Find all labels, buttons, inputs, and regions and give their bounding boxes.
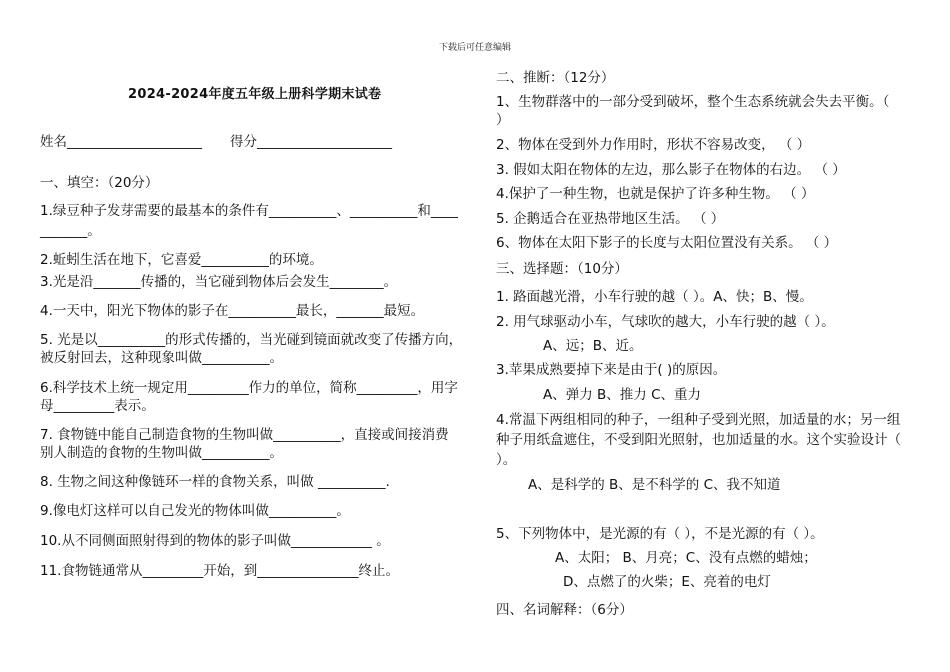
choice-line-2-options: A、远；B、近。 bbox=[543, 338, 643, 354]
section-definitions-heading: 四、名词解释：（6分） bbox=[496, 602, 633, 618]
fill-line-4: 4.一天中，阳光下物体的影子在__________最长，_______最短。 bbox=[40, 303, 425, 319]
choice-line-1: 1. 路面越光滑，小车行驶的越（ ）。A、快；B、慢。 bbox=[496, 289, 813, 305]
fill-line-7b: 别人制造的食物的生物叫做__________。 bbox=[40, 445, 283, 461]
section-choice-heading: 三、选择题：（10分） bbox=[496, 261, 628, 277]
choice-line-5-options-b: D、点燃了的火柴；E、亮着的电灯 bbox=[563, 574, 771, 590]
name-field-label: 姓名____________________ bbox=[40, 134, 202, 150]
fill-line-5: 5. 光是以__________的形式传播的，当光碰到镜面就改变了传播方向， bbox=[40, 332, 463, 348]
section-judge-heading: 二、推断：（12分） bbox=[496, 70, 615, 86]
exam-title: 2024-2024年度五年级上册科学期末试卷 bbox=[128, 87, 382, 102]
judge-line-1: 1、生物群落中的一部分受到破坏，整个生态系统就会失去平衡。（ bbox=[496, 94, 890, 110]
fill-line-11: 11.食物链通常从_________开始，到_______________终止。 bbox=[40, 563, 399, 579]
choice-line-4: 4.常温下两组相同的种子，一组种子受到光照，加适量的水；另一组 bbox=[496, 412, 901, 428]
score-field-label: 得分____________________ bbox=[230, 134, 392, 150]
fill-line-2: 2.蚯蚓生活在地下，它喜爱__________的环境。 bbox=[40, 252, 323, 268]
choice-line-3-options: A、弹力 B、推力 C、重力 bbox=[543, 387, 702, 403]
fill-line-6b: 母_________表示。 bbox=[40, 398, 155, 414]
fill-line-7: 7. 食物链中能自己制造食物的生物叫做__________，直接或间接消费 bbox=[40, 427, 449, 443]
judge-line-3: 3. 假如太阳在物体的左边，那么影子在物体的右边。 （ ） bbox=[496, 162, 846, 178]
fill-line-1: 1.绿豆种子发芽需要的最基本的条件有__________、__________和____ bbox=[40, 203, 458, 219]
judge-line-4: 4.保护了一种生物，也就是保护了许多种生物。 （ ） bbox=[496, 186, 815, 202]
fill-line-6: 6.科学技术上统一规定用_________作力的单位，简称_________，用字 bbox=[40, 380, 458, 396]
choice-line-5: 5、下列物体中，是光源的有（ ），不是光源的有（ ）。 bbox=[496, 526, 824, 542]
fill-line-8: 8. 生物之间这种像链环一样的食物关系，叫做 __________. bbox=[40, 474, 390, 490]
fill-line-1b: _______。 bbox=[40, 223, 101, 239]
judge-line-5: 5. 企鹅适合在亚热带地区生活。 （ ） bbox=[496, 211, 725, 227]
judge-line-2: 2、物体在受到外力作用时，形状不容易改变， （ ） bbox=[496, 137, 811, 153]
choice-line-4b: 种子用纸盒遮住，不受到阳光照射，也加适量的水。这个实验设计（ bbox=[496, 432, 901, 448]
page-header: 下载后可任意编辑 bbox=[438, 43, 511, 53]
fill-line-10: 10.从不同侧面照射得到的物体的影子叫做____________ 。 bbox=[40, 533, 390, 549]
judge-line-6: 6、物体在太阳下影子的长度与太阳位置没有关系。 （ ） bbox=[496, 235, 838, 251]
fill-line-3: 3.光是沿_______传播的，当它碰到物体后会发生________。 bbox=[40, 274, 398, 290]
section-fill-in-heading: 一、填空：（20分） bbox=[40, 175, 159, 191]
fill-line-9: 9.像电灯这样可以自己发光的物体叫做__________。 bbox=[40, 503, 350, 519]
judge-line-1b: ） bbox=[496, 112, 510, 128]
fill-line-5b: 被反射回去，这种现象叫做__________。 bbox=[40, 350, 283, 366]
choice-line-5-options-a: A、太阳； B、月亮；C、没有点燃的蜡烛； bbox=[555, 550, 817, 566]
choice-line-3: 3.苹果成熟要掉下来是由于( )的原因。 bbox=[496, 362, 727, 378]
choice-line-4-options: A、是科学的 B、是不科学的 C、我不知道 bbox=[528, 477, 781, 493]
choice-line-2: 2. 用气球驱动小车，气球吹的越大，小车行驶的越（ ）。 bbox=[496, 314, 835, 330]
choice-line-4c: ）。 bbox=[496, 452, 517, 468]
